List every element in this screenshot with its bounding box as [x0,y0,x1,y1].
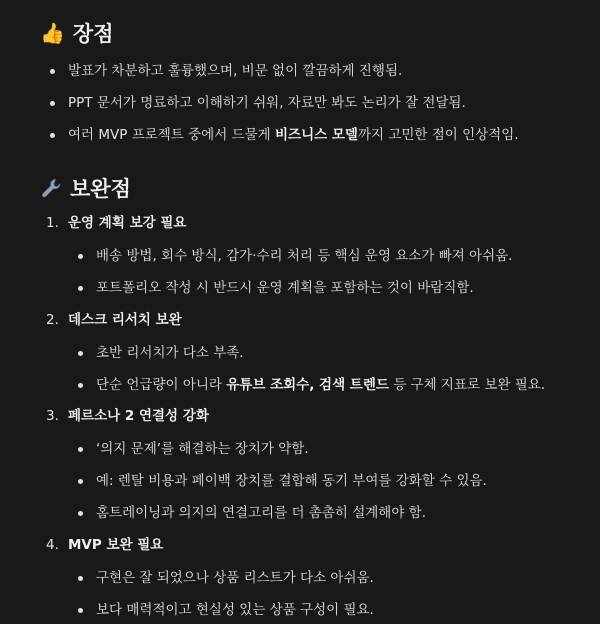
wrench-icon [40,177,62,199]
list-item [96,376,545,394]
bold-text: 유튜브 조회수, 검색 트렌드 [226,377,389,393]
list-item: 초반 리서치가 다소 부족. [96,345,244,361]
text: 까지 고민한 점이 인상적임. [357,127,519,143]
list-item: 발표가 차분하고 훌륭했으며, 비문 없이 깔끔하게 진행됨. [68,63,403,79]
bullet-dot [50,133,55,138]
list-item: ‘의지 문제’를 해결하는 장치가 약함. [96,441,309,457]
bullet-dot [78,254,83,259]
bullet-dot [78,511,83,516]
list-item: 홈트레이닝과 의지의 연결고리를 더 촘촘히 설계해야 함. [96,505,426,521]
bullet-dot [78,286,83,291]
bullet-dot [78,479,83,484]
pros-title: 장점 [72,22,114,46]
list-item: 보다 매력적이고 현실성 있는 상품 구성이 필요. [96,602,374,618]
bullet-dot [50,101,55,106]
list-item: 포트폴리오 작성 시 반드시 운영 계획을 포함하는 것이 바람직함. [96,280,474,296]
subsection-title: 데스크 리서치 보완 [68,312,182,328]
list-item: 배송 방법, 회수 방식, 감가·수리 처리 등 핵심 운영 요소가 빠져 아쉬움. [96,248,513,264]
subsection-title: MVP 보완 필요 [68,537,164,553]
list-item: PPT 문서가 명료하고 이해하기 쉬워, 자료만 봐도 논리가 잘 전달됨. [68,95,466,111]
text: 여러 MVP 프로젝트 중에서 드물게 [68,127,275,143]
text: 등 구체 지표로 보완 필요. [388,377,546,393]
list-item: 예: 렌탈 비용과 페이백 장치를 결합해 동기 부여를 강화할 수 있음. [96,473,487,489]
bullet-dot [78,351,83,356]
list-number: 4. [46,537,59,553]
improvements-heading [40,173,131,203]
list-number: 1. [46,215,59,231]
bullet-dot [78,447,83,452]
subsection-title: 운영 계획 보강 필요 [68,215,187,231]
bullet-dot [78,576,83,581]
bullet-dot [50,69,55,74]
bold-text: 비즈니스 모델 [274,127,358,143]
bullet-dot [78,383,83,388]
list-item: 구현은 잘 되었으나 상품 리스트가 다소 아쉬움. [96,570,374,586]
list-number: 3. [46,408,59,424]
text: 단순 언급량이 아니라 [96,377,227,393]
bullet-dot [78,608,83,613]
subsection-title: 페르소나 2 연결성 강화 [68,408,209,424]
list-number: 2. [46,312,59,328]
pros-heading [40,18,113,48]
thumbs-up-icon: 👍 [40,21,65,45]
list-item [68,126,519,144]
improvements-title: 보완점 [70,177,131,201]
